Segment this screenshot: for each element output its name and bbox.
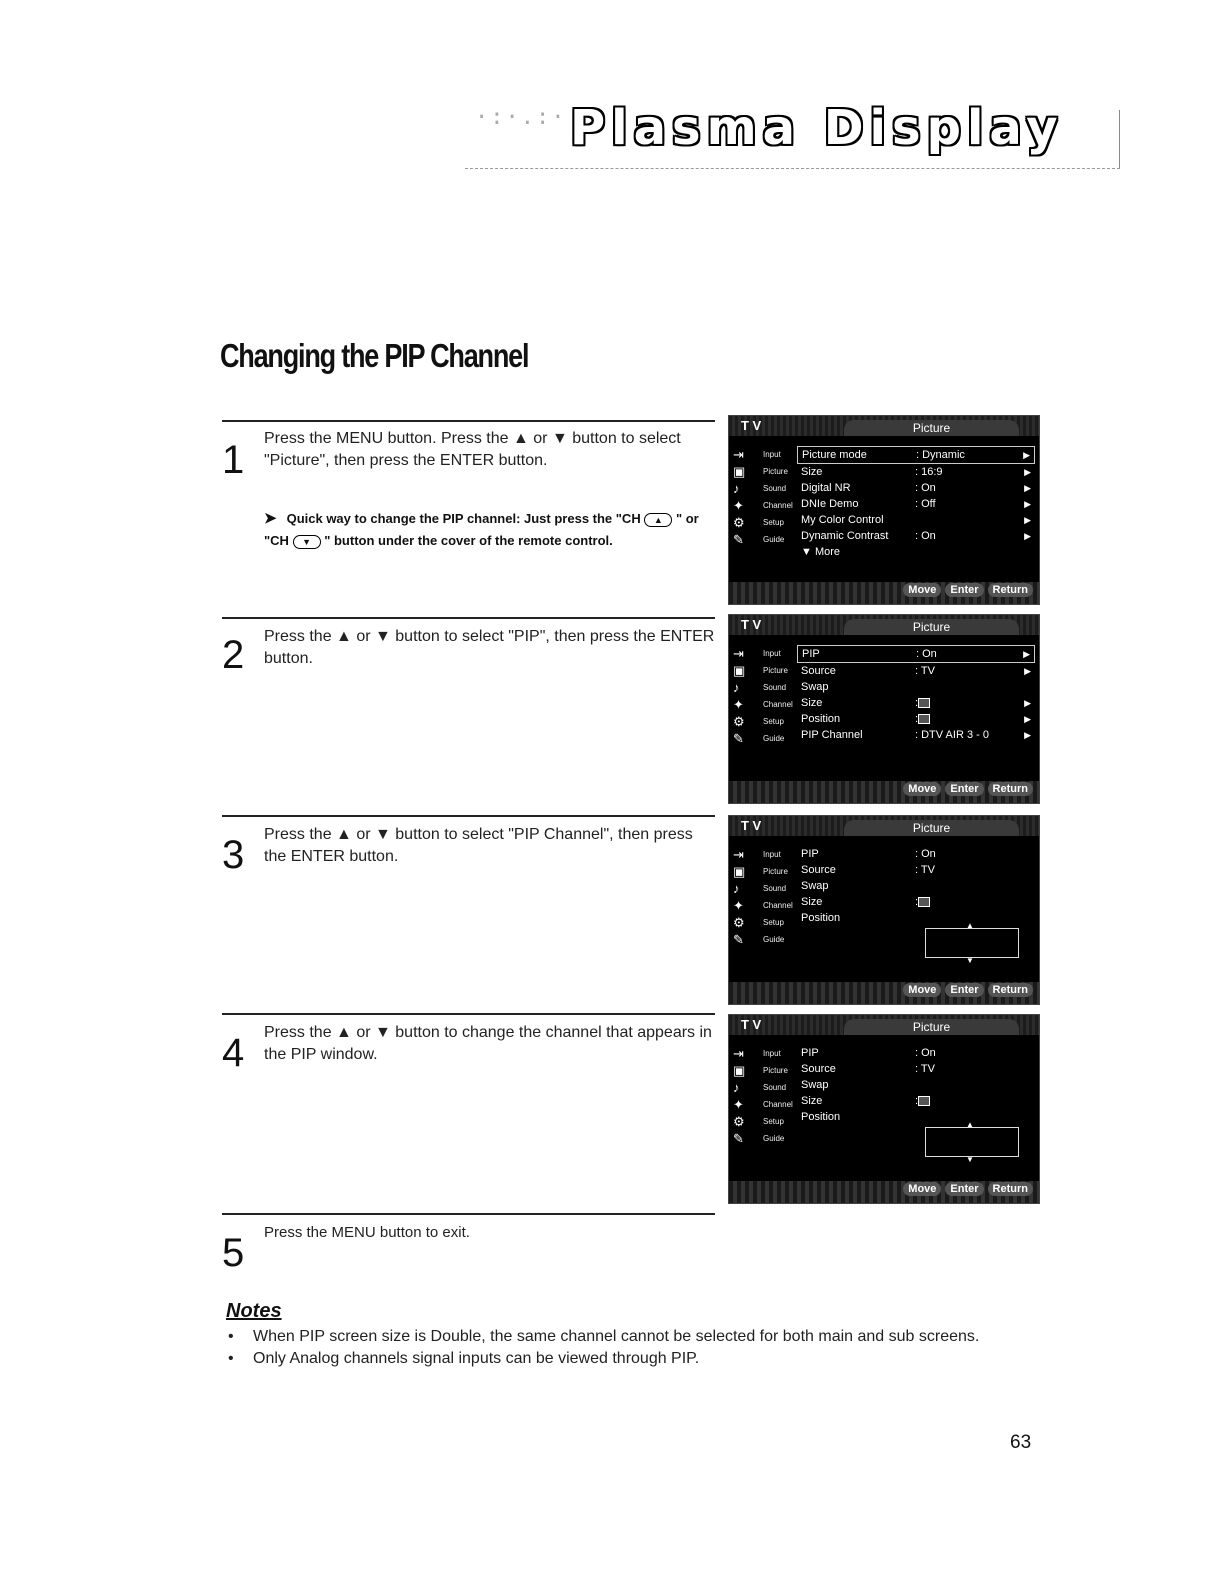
osd-panel-pip-menu: [728, 614, 1040, 804]
row-value: : On: [915, 848, 936, 860]
sidebar-label: Picture: [763, 666, 788, 675]
picture-icon: ▣: [733, 663, 746, 678]
sidebar-label: Channel: [763, 901, 793, 910]
banner-decoration: ·:·.:·: [475, 105, 567, 130]
osd-menu-rows: [797, 846, 1035, 926]
row-label: DNIe Demo: [801, 498, 859, 510]
ch-up-icon: ▲: [644, 513, 672, 527]
step-number: 5: [222, 1231, 245, 1275]
step-text: Press the ▲ or ▼ button to select "PIP Channel", then press the ENTER button.: [264, 826, 693, 865]
enter-button: Enter: [945, 1182, 983, 1196]
banner-rule: [465, 168, 1120, 169]
picture-icon: ▣: [733, 864, 746, 879]
osd-panel-picture-menu: [728, 415, 1040, 605]
pip-size-icon: [918, 1096, 930, 1106]
step-1: [222, 420, 715, 548]
menu-row-swap[interactable]: [797, 679, 1035, 695]
menu-row-pip-channel[interactable]: [797, 727, 1035, 743]
arrow-right-icon: ▶: [1023, 649, 1030, 659]
row-label: Dynamic Contrast: [801, 530, 889, 542]
row-value: : Dynamic: [916, 449, 965, 461]
row-label: Size: [801, 1095, 823, 1107]
menu-row-my-color-control[interactable]: [797, 512, 1035, 528]
step-2: [222, 617, 715, 677]
step-number: 3: [222, 833, 245, 877]
step-text: Press the MENU button. Press the ▲ or ▼ button to select "Picture", then press the ENTER button.: [264, 430, 681, 469]
return-button: Return: [988, 782, 1033, 796]
osd-footer: [729, 781, 1039, 803]
enter-button: Enter: [945, 983, 983, 997]
sound-icon: ♪: [733, 481, 740, 496]
osd-sidebar: [729, 1045, 795, 1147]
menu-row-position[interactable]: [797, 711, 1035, 727]
row-value: : On: [915, 530, 936, 542]
osd-sidebar: [729, 645, 795, 747]
osd-panel-pip-channel-change: [728, 1014, 1040, 1204]
input-icon: ⇥: [733, 646, 744, 661]
pip-position-icon: [918, 714, 930, 724]
return-button: Return: [988, 983, 1033, 997]
row-value: : DTV AIR 3 - 0: [915, 729, 989, 741]
up-arrow-icon: ▲: [966, 921, 974, 930]
banner-title: Plasma Display: [570, 100, 1064, 156]
notes-list: [225, 1326, 1005, 1370]
step-3: [222, 815, 715, 877]
row-label: Digital NR: [801, 482, 851, 494]
osd-footer: [729, 982, 1039, 1004]
osd-tab-picture: Picture: [844, 1019, 1019, 1035]
osd-menu-rows: [797, 645, 1035, 743]
row-value: : TV: [915, 864, 935, 876]
sidebar-label: Channel: [763, 501, 793, 510]
input-icon: ⇥: [733, 847, 744, 862]
row-value: :: [915, 1095, 919, 1107]
step-number: 1: [222, 438, 245, 482]
row-label: ▼ More: [801, 546, 841, 558]
menu-row-digital-nr[interactable]: [797, 480, 1035, 496]
osd-tv-label: T V: [741, 418, 762, 433]
sound-icon: ♪: [733, 881, 740, 896]
arrow-right-icon: ▶: [1024, 499, 1031, 509]
arrow-right-icon: ▶: [1024, 730, 1031, 740]
menu-row-position[interactable]: [797, 1109, 1035, 1125]
input-icon: ⇥: [733, 1046, 744, 1061]
arrow-right-icon: ▶: [1024, 531, 1031, 541]
row-label: PIP: [802, 648, 820, 660]
picture-icon: ▣: [733, 464, 746, 479]
menu-row-size[interactable]: [797, 695, 1035, 711]
sidebar-label: Picture: [763, 867, 788, 876]
step-number: 4: [222, 1031, 245, 1075]
sidebar-label: Input: [763, 649, 781, 658]
menu-row-source[interactable]: [797, 862, 1035, 878]
step-number: 2: [222, 633, 245, 677]
osd-tab-picture: Picture: [844, 820, 1019, 836]
move-button: Move: [903, 1182, 941, 1196]
sidebar-label: Guide: [763, 535, 785, 544]
guide-icon: ✎: [733, 932, 744, 947]
row-label: Source: [801, 1063, 836, 1075]
note-item: • Only Analog channels signal inputs can be viewed through PIP.: [225, 1348, 1005, 1370]
arrow-right-icon: ▶: [1023, 450, 1030, 460]
channel-icon: ✦: [733, 697, 744, 712]
sidebar-label: Channel: [763, 700, 793, 709]
note-item: • When PIP screen size is Double, the same channel cannot be selected for both main and sub screens.: [225, 1326, 1005, 1348]
menu-row-size[interactable]: [797, 1093, 1035, 1109]
osd-tv-label: T V: [741, 1017, 762, 1032]
row-label: Position: [801, 713, 841, 725]
osd-sidebar: [729, 446, 795, 548]
input-icon: ⇥: [733, 447, 744, 462]
down-arrow-icon: ▼: [966, 1155, 974, 1164]
header-banner: [465, 95, 1120, 175]
row-value: :: [915, 713, 919, 725]
row-value: : On: [915, 1047, 936, 1059]
row-label: Swap: [801, 1079, 829, 1091]
banner-corner: [1111, 110, 1120, 168]
menu-row-position[interactable]: [797, 910, 1035, 926]
enter-button: Enter: [945, 782, 983, 796]
row-label: PIP Channel: [801, 729, 863, 741]
sidebar-label: Channel: [763, 1100, 793, 1109]
guide-icon: ✎: [733, 1131, 744, 1146]
arrow-right-icon: ▶: [1024, 714, 1031, 724]
row-label: Swap: [801, 880, 829, 892]
sidebar-label: Guide: [763, 1134, 785, 1143]
row-value: :: [915, 697, 919, 709]
channel-icon: ✦: [733, 498, 744, 513]
osd-tab-picture: Picture: [844, 619, 1019, 635]
row-label: Source: [801, 665, 836, 677]
page-number: 63: [1010, 1432, 1032, 1453]
up-arrow-icon: ▲: [966, 1120, 974, 1129]
menu-row-size[interactable]: [797, 464, 1035, 480]
sidebar-label: Setup: [763, 918, 784, 927]
osd-tv-label: T V: [741, 818, 762, 833]
return-button: Return: [988, 1182, 1033, 1196]
pip-size-icon: [918, 698, 930, 708]
row-value: : 16:9: [915, 466, 943, 478]
tip-text-1: Quick way to change the PIP channel: Just press the "CH: [286, 511, 641, 526]
ch-down-icon: ▼: [293, 535, 321, 549]
tip-text-3: "CH: [264, 533, 289, 548]
row-label: Picture mode: [802, 449, 867, 461]
step-text: Press the ▲ or ▼ button to change the channel that appears in the PIP window.: [264, 1024, 712, 1063]
menu-row-size[interactable]: [797, 894, 1035, 910]
osd-tv-label: T V: [741, 617, 762, 632]
arrow-right-icon: ▶: [1024, 483, 1031, 493]
step-4: [222, 1013, 715, 1075]
setup-icon: ⚙: [733, 1114, 745, 1129]
row-label: Size: [801, 896, 823, 908]
osd-tab-picture: Picture: [844, 420, 1019, 436]
return-button: Return: [988, 583, 1033, 597]
menu-row-dynamic-contrast[interactable]: [797, 528, 1035, 544]
row-value: : TV: [915, 1063, 935, 1075]
menu-row-more[interactable]: [797, 544, 1035, 560]
menu-row-pip[interactable]: [797, 645, 1035, 663]
sidebar-label: Sound: [763, 683, 787, 692]
row-label: Position: [801, 1111, 841, 1123]
menu-row-pip[interactable]: [797, 846, 1035, 862]
row-label: PIP: [801, 848, 819, 860]
sidebar-label: Picture: [763, 1066, 788, 1075]
menu-row-picture-mode[interactable]: [797, 446, 1035, 464]
osd-menu-rows: [797, 446, 1035, 560]
arrow-right-icon: ▶: [1024, 666, 1031, 676]
arrow-right-icon: ▶: [1024, 467, 1031, 477]
guide-icon: ✎: [733, 731, 744, 746]
page-title: Changing the PIP Channel: [220, 337, 529, 374]
sidebar-label: Sound: [763, 884, 787, 893]
step-text: Press the MENU button to exit.: [264, 1224, 470, 1241]
down-arrow-icon: ▼: [966, 956, 974, 965]
tip: [264, 508, 704, 552]
osd-sidebar: [729, 846, 795, 948]
row-value: : On: [916, 648, 937, 660]
row-value: : TV: [915, 665, 935, 677]
step-5: [222, 1213, 715, 1275]
move-button: Move: [903, 583, 941, 597]
sidebar-label: Input: [763, 450, 781, 459]
setup-icon: ⚙: [733, 915, 745, 930]
sidebar-label: Sound: [763, 1083, 787, 1092]
channel-select-box[interactable]: [925, 1120, 1019, 1164]
arrow-right-icon: ▶: [1024, 698, 1031, 708]
arrow-right-icon: ▶: [1024, 515, 1031, 525]
channel-icon: ✦: [733, 1097, 744, 1112]
menu-row-source[interactable]: [797, 663, 1035, 679]
osd-footer: [729, 582, 1039, 604]
move-button: Move: [903, 782, 941, 796]
sound-icon: ♪: [733, 1080, 740, 1095]
row-label: PIP: [801, 1047, 819, 1059]
enter-button: Enter: [945, 583, 983, 597]
menu-row-swap[interactable]: [797, 1077, 1035, 1093]
row-label: Swap: [801, 681, 829, 693]
osd-footer: [729, 1181, 1039, 1203]
row-label: Position: [801, 912, 841, 924]
tip-text-4: " button under the cover of the remote control.: [324, 533, 613, 548]
step-text: Press the ▲ or ▼ button to select "PIP", then press the ENTER button.: [264, 628, 715, 667]
sound-icon: ♪: [733, 680, 740, 695]
channel-icon: ✦: [733, 898, 744, 913]
sidebar-label: Setup: [763, 518, 784, 527]
sidebar-label: Setup: [763, 1117, 784, 1126]
osd-panel-pip-channel-select: [728, 815, 1040, 1005]
sidebar-label: Guide: [763, 935, 785, 944]
sidebar-label: Input: [763, 1049, 781, 1058]
notes-heading: Notes: [226, 1300, 282, 1322]
guide-icon: ✎: [733, 532, 744, 547]
move-button: Move: [903, 983, 941, 997]
row-value: : On: [915, 482, 936, 494]
row-label: Size: [801, 697, 823, 709]
sidebar-label: Input: [763, 850, 781, 859]
sidebar-label: Sound: [763, 484, 787, 493]
tip-text-2: " or: [675, 511, 699, 526]
menu-row-swap[interactable]: [797, 878, 1035, 894]
setup-icon: ⚙: [733, 515, 745, 530]
row-value: : Off: [915, 498, 936, 510]
row-label: Size: [801, 466, 823, 478]
menu-row-dnie-demo[interactable]: [797, 496, 1035, 512]
sidebar-label: Picture: [763, 467, 788, 476]
row-label: My Color Control: [801, 514, 884, 526]
picture-icon: ▣: [733, 1063, 746, 1078]
row-value: :: [915, 896, 919, 908]
channel-select-box[interactable]: [925, 921, 1019, 965]
sidebar-label: Setup: [763, 717, 784, 726]
menu-row-source[interactable]: [797, 1061, 1035, 1077]
pip-size-icon: [918, 897, 930, 907]
row-label: Source: [801, 864, 836, 876]
setup-icon: ⚙: [733, 714, 745, 729]
menu-row-pip[interactable]: [797, 1045, 1035, 1061]
osd-menu-rows: [797, 1045, 1035, 1125]
sidebar-label: Guide: [763, 734, 785, 743]
arrow-icon: ➤: [264, 510, 277, 527]
